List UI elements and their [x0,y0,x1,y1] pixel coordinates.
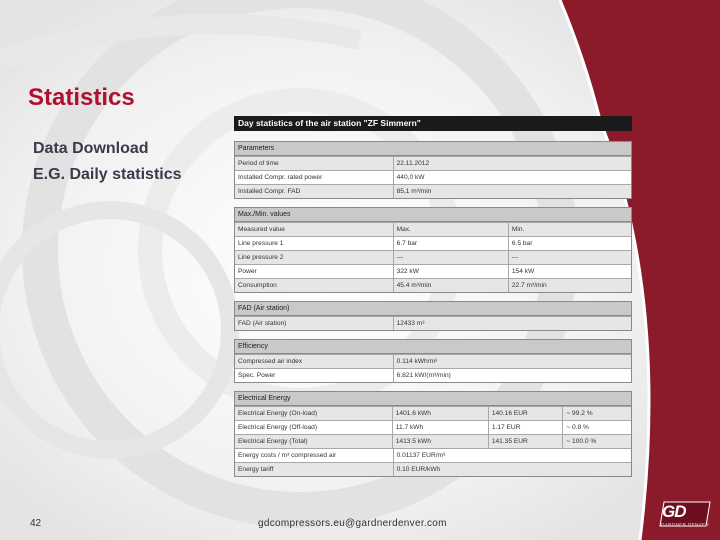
bullet-daily-statistics: E.G. Daily statistics [33,166,182,183]
row-label: Electrical Energy (Total) [238,438,308,445]
table-row [235,222,631,236]
param-label: Period of time [238,160,279,167]
report-title: Day statistics of the air station "ZF Simmern" [234,116,632,131]
share-value: ~ 100.0 % [562,435,631,448]
cost-value: 1.17 EUR [488,421,563,434]
row-value: 0.10 EUR/kWh [393,463,631,476]
max-value: 322 kW [393,265,508,278]
table-row [235,448,631,462]
page-number: 42 [30,518,42,529]
row-label: Spec. Power [238,372,276,379]
footer-email: gdcompressors.eu@gardnerdenver.com [258,518,447,529]
param-label: Installed Compr. FAD [238,188,301,195]
min-value: 6.5 bar [508,237,631,250]
row-label: Electrical Energy (Off-load) [238,424,318,431]
energy-value: 1413.5 kWh [392,435,488,448]
param-label: Installed Compr. rated power [238,174,323,181]
row-label: Line pressure 1 [238,240,284,247]
section-header: Electrical Energy [235,392,631,406]
energy-value: 1401.6 kWh [392,407,488,420]
param-value: 440,0 kW [393,171,631,184]
row-label: Consumption [238,282,277,289]
cost-value: 140.16 EUR [488,407,563,420]
min-value: --- [508,251,631,264]
min-value: 22.7 m³/min [508,279,631,292]
row-value: 0.114 kWh/m³ [393,355,631,368]
column-header: Measured value [238,226,285,233]
table-row [235,236,631,250]
row-label: Line pressure 2 [238,254,284,261]
table-row [235,462,631,476]
column-header: Max. [393,223,508,236]
bullet-data-download: Data Download [33,140,149,157]
row-value: 0.01137 EUR/m³ [393,449,631,462]
param-value: 22.11.2012 [393,157,631,170]
table-row [235,184,631,198]
logo-mark: GD [662,502,686,521]
row-value: 12433 m³ [393,317,631,330]
table-row [235,156,631,170]
row-label: Energy tariff [238,466,274,473]
row-label: Energy costs / m³ compressed air [238,452,337,459]
section-header: Parameters [235,142,631,156]
table-row [235,264,631,278]
share-value: ~ 99.2 % [562,407,631,420]
param-value: 85,1 m³/min [393,185,631,198]
fad-section [234,301,632,331]
slide-title: Statistics [28,84,135,111]
energy-value: 11.7 kWh [392,421,488,434]
maxmin-section [234,207,632,293]
table-row [235,420,631,434]
parameters-section [234,141,632,199]
column-header: Min. [508,223,631,236]
table-row [235,354,631,368]
share-value: ~ 0.8 % [562,421,631,434]
daily-statistics-report [234,116,632,485]
cost-value: 141.35 EUR [488,435,563,448]
logo-subtext: GARDNER DENVER [661,522,710,527]
table-row [235,316,631,330]
row-label: Compressed air index [238,358,303,365]
min-value: 154 kW [508,265,631,278]
efficiency-section [234,339,632,383]
energy-section [234,391,632,477]
max-value: 45.4 m³/min [393,279,508,292]
max-value: 6.7 bar [393,237,508,250]
table-row [235,278,631,292]
row-label: Power [238,268,257,275]
row-value: 6.821 kW/(m³/min) [393,369,631,382]
table-row [235,368,631,382]
table-row [235,170,631,184]
table-row [235,434,631,448]
table-row [235,250,631,264]
row-label: Electrical Energy (On-load) [238,410,318,417]
section-header: Max./Min. values [235,208,631,222]
table-row [235,406,631,420]
section-header: FAD (Air station) [235,302,631,316]
row-label: FAD (Air station) [238,320,287,327]
section-header: Efficiency [235,340,631,354]
max-value: --- [393,251,508,264]
